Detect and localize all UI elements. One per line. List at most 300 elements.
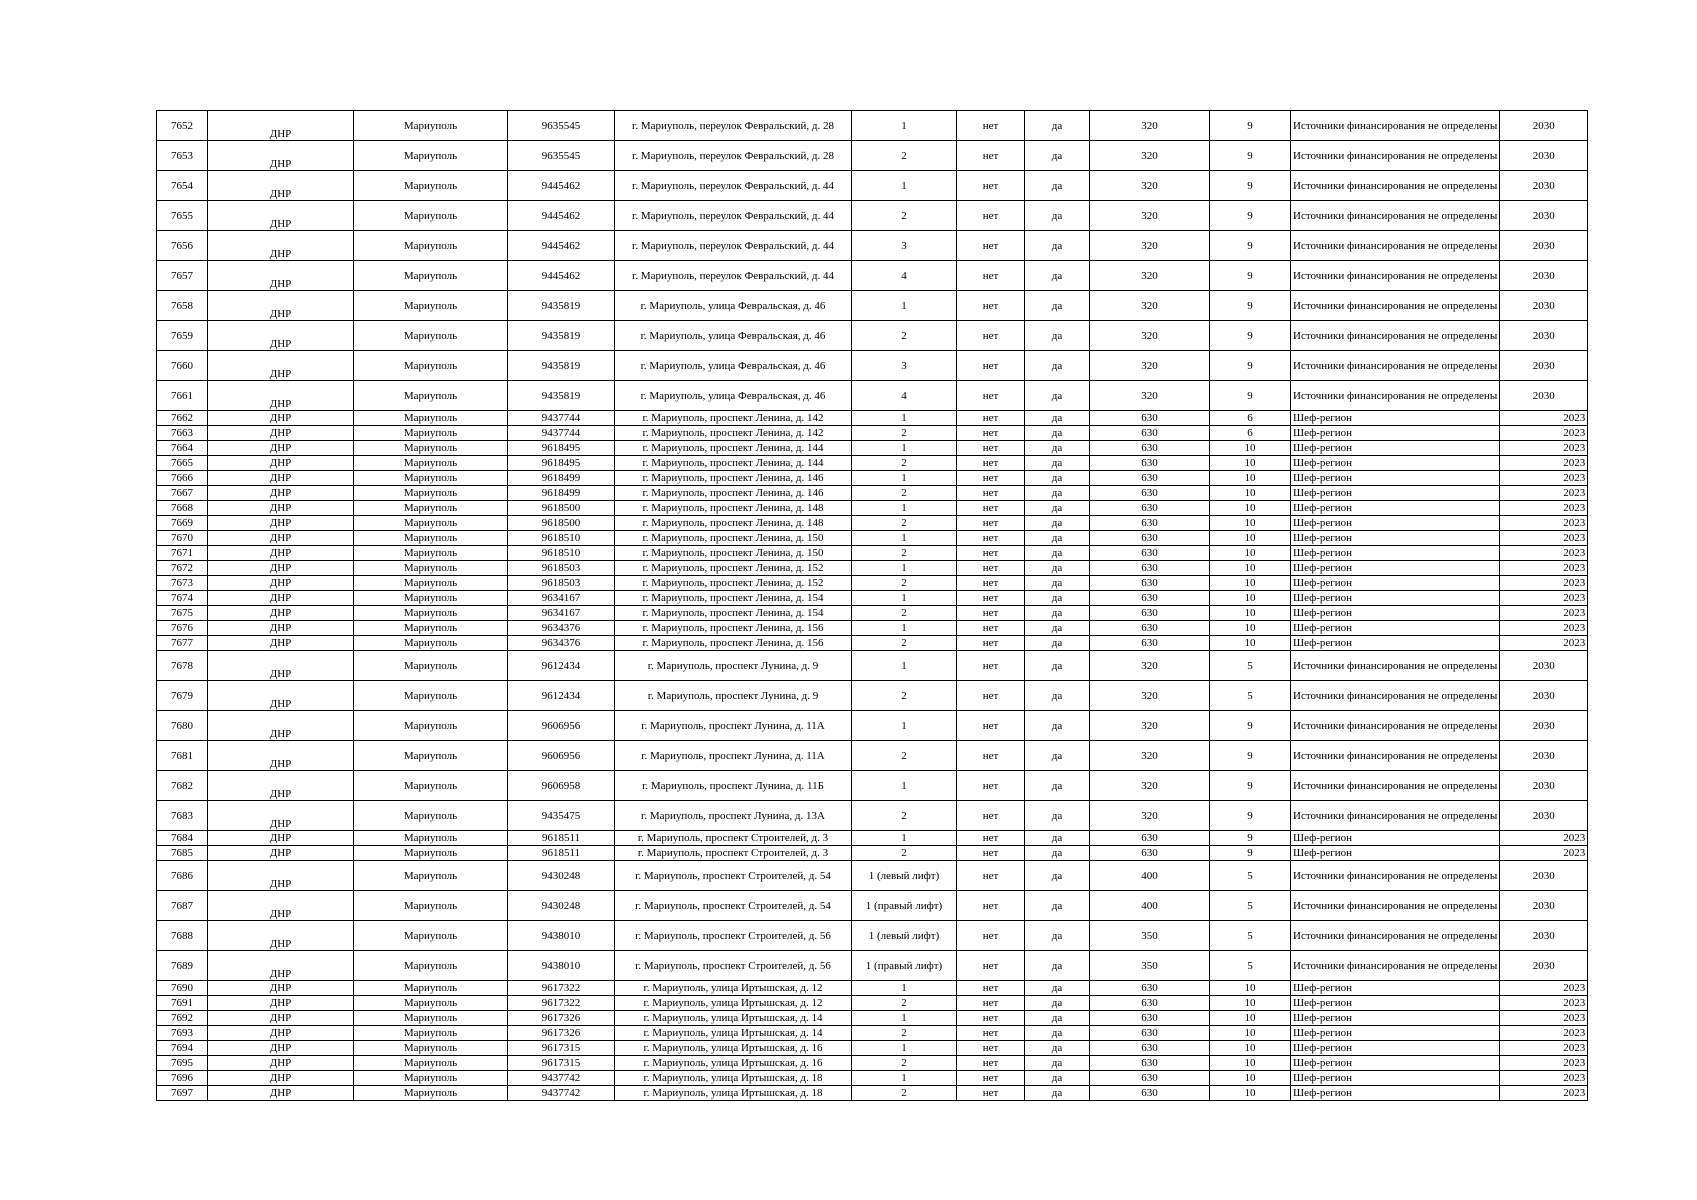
cell-building-id: 9618510 [508,531,615,546]
cell-floors: 9 [1210,321,1291,351]
cell-capacity: 320 [1090,681,1210,711]
cell-building-id: 9430248 [508,861,615,891]
cell-region: ДНР [208,456,354,471]
cell-city: Мариуполь [354,456,508,471]
cell-floors: 9 [1210,381,1291,411]
cell-region: ДНР [208,321,354,351]
cell-capacity: 630 [1090,531,1210,546]
cell-row-number: 7653 [157,141,208,171]
table-row [157,741,1588,771]
cell-address: г. Мариуполь, переулок Февральский, д. 44 [615,231,852,261]
cell-lift-number: 1 [852,1011,957,1026]
table-row [157,1011,1588,1026]
cell-capacity: 320 [1090,741,1210,771]
cell-row-number: 7667 [157,486,208,501]
cell-lift-number: 2 [852,606,957,621]
cell-region: ДНР [208,351,354,381]
table-row [157,846,1588,861]
cell-capacity: 630 [1090,471,1210,486]
cell-status-a: нет [957,591,1025,606]
cell-building-id: 9445462 [508,201,615,231]
cell-row-number: 7696 [157,1071,208,1086]
cell-funding-source: Источники финансирования не определены [1291,801,1500,831]
cell-building-id: 9618503 [508,561,615,576]
cell-lift-number: 2 [852,801,957,831]
cell-region: ДНР [208,381,354,411]
cell-floors: 10 [1210,1011,1291,1026]
cell-floors: 10 [1210,486,1291,501]
table-row [157,576,1588,591]
cell-address: г. Мариуполь, проспект Ленина, д. 150 [615,546,852,561]
cell-city: Мариуполь [354,996,508,1011]
cell-year: 2023 [1500,1071,1588,1086]
cell-status-b: да [1025,1026,1090,1041]
cell-status-a: нет [957,531,1025,546]
cell-capacity: 320 [1090,381,1210,411]
cell-status-b: да [1025,711,1090,741]
cell-region: ДНР [208,1056,354,1071]
cell-city: Мариуполь [354,486,508,501]
cell-city: Мариуполь [354,621,508,636]
table-row [157,561,1588,576]
cell-city: Мариуполь [354,351,508,381]
cell-status-a: нет [957,801,1025,831]
cell-funding-source: Шеф-регион [1291,831,1500,846]
cell-status-a: нет [957,891,1025,921]
cell-city: Мариуполь [354,771,508,801]
cell-year: 2023 [1500,1026,1588,1041]
cell-status-a: нет [957,321,1025,351]
cell-region: ДНР [208,561,354,576]
cell-region: ДНР [208,636,354,651]
cell-lift-number: 2 [852,576,957,591]
cell-status-a: нет [957,261,1025,291]
cell-floors: 9 [1210,351,1291,381]
cell-status-b: да [1025,561,1090,576]
cell-status-b: да [1025,471,1090,486]
cell-address: г. Мариуполь, улица Иртышская, д. 14 [615,1026,852,1041]
cell-year: 2030 [1500,351,1588,381]
cell-city: Мариуполь [354,606,508,621]
cell-region: ДНР [208,426,354,441]
cell-floors: 10 [1210,996,1291,1011]
table-row [157,546,1588,561]
cell-lift-number: 2 [852,546,957,561]
cell-region: ДНР [208,606,354,621]
cell-floors: 9 [1210,261,1291,291]
table-row [157,996,1588,1011]
cell-city: Мариуполь [354,546,508,561]
cell-city: Мариуполь [354,1056,508,1071]
cell-lift-number: 2 [852,1056,957,1071]
cell-row-number: 7666 [157,471,208,486]
cell-capacity: 320 [1090,111,1210,141]
cell-building-id: 9617315 [508,1056,615,1071]
cell-region: ДНР [208,651,354,681]
cell-status-a: нет [957,111,1025,141]
cell-funding-source: Источники финансирования не определены [1291,231,1500,261]
cell-address: г. Мариуполь, проспект Ленина, д. 144 [615,441,852,456]
table-row [157,531,1588,546]
cell-lift-number: 1 [852,561,957,576]
table-row [157,471,1588,486]
cell-row-number: 7688 [157,921,208,951]
cell-floors: 10 [1210,591,1291,606]
cell-status-b: да [1025,321,1090,351]
table-row [157,621,1588,636]
cell-floors: 9 [1210,741,1291,771]
cell-row-number: 7654 [157,171,208,201]
cell-building-id: 9617315 [508,1041,615,1056]
cell-building-id: 9635545 [508,111,615,141]
cell-building-id: 9618500 [508,516,615,531]
cell-status-a: нет [957,411,1025,426]
cell-year: 2030 [1500,651,1588,681]
cell-building-id: 9617322 [508,996,615,1011]
cell-funding-source: Шеф-регион [1291,441,1500,456]
cell-floors: 5 [1210,681,1291,711]
cell-city: Мариуполь [354,531,508,546]
cell-capacity: 320 [1090,321,1210,351]
cell-capacity: 320 [1090,261,1210,291]
cell-status-b: да [1025,441,1090,456]
cell-year: 2023 [1500,426,1588,441]
cell-lift-number: 1 [852,771,957,801]
cell-capacity: 400 [1090,891,1210,921]
cell-funding-source: Шеф-регион [1291,1071,1500,1086]
cell-address: г. Мариуполь, улица Иртышская, д. 18 [615,1086,852,1101]
cell-year: 2023 [1500,411,1588,426]
cell-funding-source: Источники финансирования не определены [1291,321,1500,351]
cell-lift-number: 1 (правый лифт) [852,891,957,921]
cell-capacity: 630 [1090,1086,1210,1101]
cell-status-a: нет [957,1086,1025,1101]
cell-status-a: нет [957,711,1025,741]
cell-city: Мариуполь [354,981,508,996]
cell-lift-number: 1 [852,111,957,141]
cell-capacity: 630 [1090,501,1210,516]
cell-row-number: 7655 [157,201,208,231]
cell-address: г. Мариуполь, переулок Февральский, д. 44 [615,171,852,201]
cell-status-b: да [1025,771,1090,801]
cell-year: 2030 [1500,711,1588,741]
cell-status-a: нет [957,456,1025,471]
cell-city: Мариуполь [354,576,508,591]
cell-year: 2023 [1500,561,1588,576]
cell-address: г. Мариуполь, проспект Строителей, д. 54 [615,891,852,921]
cell-city: Мариуполь [354,411,508,426]
cell-building-id: 9617326 [508,1011,615,1026]
cell-address: г. Мариуполь, проспект Строителей, д. 56 [615,951,852,981]
cell-building-id: 9634376 [508,636,615,651]
cell-year: 2023 [1500,846,1588,861]
cell-status-b: да [1025,621,1090,636]
cell-row-number: 7695 [157,1056,208,1071]
cell-capacity: 630 [1090,636,1210,651]
cell-capacity: 630 [1090,591,1210,606]
cell-year: 2023 [1500,831,1588,846]
cell-lift-number: 1 [852,591,957,606]
cell-city: Мариуполь [354,831,508,846]
cell-address: г. Мариуполь, проспект Лунина, д. 9 [615,681,852,711]
lift-register-table [156,110,1588,1101]
cell-building-id: 9634376 [508,621,615,636]
cell-address: г. Мариуполь, улица Февральская, д. 46 [615,381,852,411]
cell-year: 2023 [1500,981,1588,996]
cell-status-a: нет [957,441,1025,456]
cell-lift-number: 4 [852,381,957,411]
cell-building-id: 9606956 [508,741,615,771]
cell-address: г. Мариуполь, проспект Ленина, д. 156 [615,636,852,651]
cell-building-id: 9435819 [508,291,615,321]
cell-status-b: да [1025,1071,1090,1086]
cell-lift-number: 2 [852,486,957,501]
table-row [157,606,1588,621]
cell-status-a: нет [957,546,1025,561]
cell-building-id: 9430248 [508,891,615,921]
cell-region: ДНР [208,831,354,846]
cell-city: Мариуполь [354,951,508,981]
cell-funding-source: Шеф-регион [1291,456,1500,471]
cell-building-id: 9617322 [508,981,615,996]
cell-lift-number: 2 [852,1026,957,1041]
cell-building-id: 9618511 [508,846,615,861]
cell-city: Мариуполь [354,1011,508,1026]
cell-year: 2030 [1500,801,1588,831]
table-row [157,891,1588,921]
cell-city: Мариуполь [354,441,508,456]
cell-building-id: 9445462 [508,171,615,201]
cell-row-number: 7665 [157,456,208,471]
cell-status-a: нет [957,831,1025,846]
cell-region: ДНР [208,921,354,951]
cell-status-b: да [1025,1011,1090,1026]
cell-status-b: да [1025,231,1090,261]
cell-address: г. Мариуполь, проспект Строителей, д. 3 [615,846,852,861]
cell-floors: 9 [1210,711,1291,741]
cell-region: ДНР [208,501,354,516]
table-row [157,801,1588,831]
cell-floors: 10 [1210,516,1291,531]
cell-address: г. Мариуполь, проспект Ленина, д. 146 [615,471,852,486]
cell-status-b: да [1025,981,1090,996]
cell-floors: 9 [1210,771,1291,801]
cell-funding-source: Источники финансирования не определены [1291,291,1500,321]
cell-funding-source: Шеф-регион [1291,1056,1500,1071]
cell-address: г. Мариуполь, улица Иртышская, д. 18 [615,1071,852,1086]
cell-city: Мариуполь [354,741,508,771]
cell-year: 2023 [1500,591,1588,606]
cell-region: ДНР [208,471,354,486]
cell-row-number: 7692 [157,1011,208,1026]
cell-status-b: да [1025,141,1090,171]
cell-year: 2030 [1500,861,1588,891]
cell-address: г. Мариуполь, проспект Ленина, д. 154 [615,606,852,621]
cell-status-b: да [1025,261,1090,291]
cell-status-b: да [1025,171,1090,201]
cell-lift-number: 1 [852,411,957,426]
cell-city: Мариуполь [354,1026,508,1041]
cell-address: г. Мариуполь, улица Февральская, д. 46 [615,351,852,381]
cell-year: 2023 [1500,516,1588,531]
cell-status-b: да [1025,801,1090,831]
cell-funding-source: Источники финансирования не определены [1291,861,1500,891]
cell-status-a: нет [957,1056,1025,1071]
cell-floors: 9 [1210,291,1291,321]
cell-year: 2023 [1500,456,1588,471]
cell-building-id: 9635545 [508,141,615,171]
cell-funding-source: Шеф-регион [1291,591,1500,606]
cell-address: г. Мариуполь, переулок Февральский, д. 28 [615,141,852,171]
cell-funding-source: Источники финансирования не определены [1291,351,1500,381]
table-row [157,291,1588,321]
cell-region: ДНР [208,1071,354,1086]
cell-city: Мариуполь [354,381,508,411]
cell-year: 2030 [1500,201,1588,231]
cell-funding-source: Шеф-регион [1291,996,1500,1011]
cell-region: ДНР [208,576,354,591]
cell-year: 2030 [1500,381,1588,411]
cell-address: г. Мариуполь, проспект Ленина, д. 146 [615,486,852,501]
cell-status-a: нет [957,381,1025,411]
cell-building-id: 9612434 [508,651,615,681]
cell-status-b: да [1025,921,1090,951]
cell-status-b: да [1025,636,1090,651]
cell-status-a: нет [957,1041,1025,1056]
cell-lift-number: 1 (правый лифт) [852,951,957,981]
cell-funding-source: Источники финансирования не определены [1291,741,1500,771]
cell-floors: 10 [1210,1056,1291,1071]
cell-status-b: да [1025,681,1090,711]
cell-lift-number: 4 [852,261,957,291]
cell-building-id: 9437742 [508,1071,615,1086]
cell-status-b: да [1025,201,1090,231]
cell-floors: 10 [1210,471,1291,486]
cell-year: 2023 [1500,1011,1588,1026]
cell-address: г. Мариуполь, проспект Ленина, д. 142 [615,426,852,441]
cell-region: ДНР [208,711,354,741]
cell-address: г. Мариуполь, проспект Лунина, д. 9 [615,651,852,681]
cell-building-id: 9618511 [508,831,615,846]
cell-lift-number: 3 [852,351,957,381]
cell-region: ДНР [208,171,354,201]
cell-year: 2030 [1500,321,1588,351]
cell-capacity: 630 [1090,426,1210,441]
cell-floors: 9 [1210,831,1291,846]
cell-capacity: 630 [1090,546,1210,561]
cell-building-id: 9438010 [508,921,615,951]
cell-status-a: нет [957,486,1025,501]
cell-capacity: 630 [1090,441,1210,456]
cell-capacity: 320 [1090,171,1210,201]
cell-capacity: 630 [1090,1056,1210,1071]
cell-address: г. Мариуполь, проспект Ленина, д. 152 [615,561,852,576]
cell-building-id: 9445462 [508,261,615,291]
cell-status-a: нет [957,171,1025,201]
cell-capacity: 630 [1090,1026,1210,1041]
cell-year: 2023 [1500,486,1588,501]
cell-capacity: 630 [1090,561,1210,576]
table-body [157,111,1588,1101]
cell-address: г. Мариуполь, проспект Ленина, д. 148 [615,516,852,531]
cell-status-b: да [1025,591,1090,606]
table-row [157,171,1588,201]
cell-lift-number: 1 [852,981,957,996]
cell-capacity: 630 [1090,996,1210,1011]
cell-row-number: 7671 [157,546,208,561]
cell-lift-number: 2 [852,996,957,1011]
cell-row-number: 7676 [157,621,208,636]
cell-lift-number: 3 [852,231,957,261]
cell-status-a: нет [957,576,1025,591]
cell-address: г. Мариуполь, проспект Строителей, д. 56 [615,921,852,951]
cell-address: г. Мариуполь, проспект Ленина, д. 144 [615,456,852,471]
cell-capacity: 320 [1090,771,1210,801]
table-row [157,111,1588,141]
cell-row-number: 7685 [157,846,208,861]
cell-capacity: 350 [1090,921,1210,951]
cell-lift-number: 1 [852,651,957,681]
table-row [157,921,1588,951]
cell-status-a: нет [957,621,1025,636]
cell-row-number: 7656 [157,231,208,261]
table-row [157,951,1588,981]
cell-floors: 10 [1210,636,1291,651]
cell-funding-source: Источники финансирования не определены [1291,141,1500,171]
cell-funding-source: Шеф-регион [1291,411,1500,426]
cell-region: ДНР [208,516,354,531]
cell-region: ДНР [208,486,354,501]
cell-region: ДНР [208,951,354,981]
cell-floors: 9 [1210,801,1291,831]
cell-address: г. Мариуполь, переулок Февральский, д. 44 [615,201,852,231]
cell-status-b: да [1025,426,1090,441]
cell-funding-source: Источники финансирования не определены [1291,951,1500,981]
cell-capacity: 320 [1090,231,1210,261]
cell-city: Мариуполь [354,141,508,171]
table-row [157,591,1588,606]
cell-address: г. Мариуполь, проспект Ленина, д. 154 [615,591,852,606]
cell-row-number: 7675 [157,606,208,621]
cell-row-number: 7658 [157,291,208,321]
cell-lift-number: 1 [852,621,957,636]
cell-lift-number: 2 [852,321,957,351]
cell-floors: 9 [1210,111,1291,141]
table-row [157,411,1588,426]
cell-funding-source: Шеф-регион [1291,1041,1500,1056]
cell-status-a: нет [957,771,1025,801]
table-row [157,441,1588,456]
cell-year: 2030 [1500,231,1588,261]
table-row [157,321,1588,351]
cell-address: г. Мариуполь, улица Иртышская, д. 16 [615,1056,852,1071]
cell-floors: 5 [1210,651,1291,681]
cell-status-a: нет [957,1011,1025,1026]
cell-address: г. Мариуполь, проспект Строителей, д. 3 [615,831,852,846]
cell-lift-number: 2 [852,681,957,711]
cell-address: г. Мариуполь, проспект Лунина, д. 11А [615,741,852,771]
cell-capacity: 630 [1090,1041,1210,1056]
cell-funding-source: Шеф-регион [1291,1026,1500,1041]
table-row [157,1086,1588,1101]
cell-floors: 9 [1210,231,1291,261]
cell-city: Мариуполь [354,261,508,291]
cell-region: ДНР [208,141,354,171]
cell-city: Мариуполь [354,231,508,261]
cell-funding-source: Источники финансирования не определены [1291,381,1500,411]
cell-address: г. Мариуполь, проспект Ленина, д. 142 [615,411,852,426]
cell-building-id: 9437744 [508,411,615,426]
